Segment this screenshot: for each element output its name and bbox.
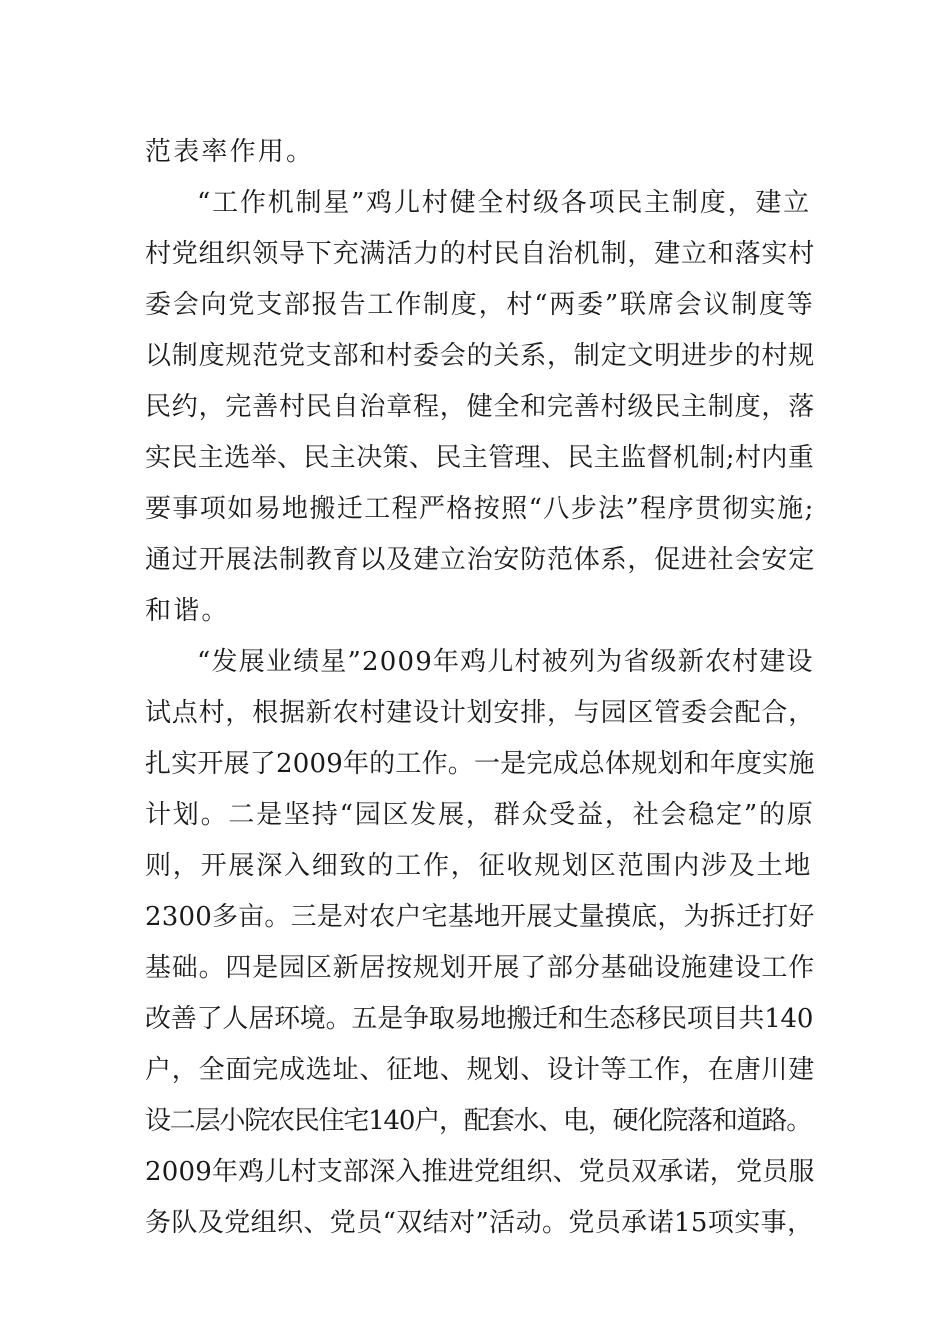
text-line: 则，开展深入细致的工作，征收规划区范围内涉及土地: [145, 851, 813, 881]
text-line: 和谐。: [145, 596, 230, 626]
text-line: 通过开展法制教育以及建立治安防范体系，促进社会安定: [145, 545, 816, 575]
text-line: 试点村，根据新农村建设计划安排，与园区管委会配合，: [145, 698, 816, 728]
text-line: 范表率作用。: [145, 137, 315, 167]
text-line: 户，全面完成选址、征地、规划、设计等工作，在唐川建: [145, 1055, 816, 1085]
text-line: 务队及党组织、党员“双结对”活动。党员承诺15项实事，: [145, 1208, 814, 1238]
text-line: 扎实开展了2009年的工作。一是完成总体规划和年度实施: [145, 749, 815, 779]
text-line: “发展业绩星”2009年鸡儿村被列为省级新农村建设: [197, 647, 814, 677]
text-line: 2300多亩。三是对农户宅基地开展丈量摸底，为拆迁打好: [145, 902, 815, 932]
text-line: 委会向党支部报告工作制度，村“两委”联席会议制度等: [145, 290, 815, 320]
text-line: 以制度规范党支部和村委会的关系，制定文明进步的村规: [145, 341, 816, 371]
text-line: 设二层小院农民住宅140户，配套水、电，硬化院落和道路。: [145, 1106, 812, 1136]
text-line: 计划。二是坚持“园区发展，群众受益，社会稳定”的原: [145, 800, 815, 830]
text-line: “工作机制星”鸡儿村健全村级各项民主制度，建立: [197, 188, 811, 218]
text-line: 基础。四是园区新居按规划开展了部分基础设施建设工作: [145, 953, 816, 983]
text-line: 改善了人居环境。五是争取易地搬迁和生态移民项目共140: [145, 1004, 814, 1034]
text-line: 民约，完善村民自治章程，健全和完善村级民主制度，落: [145, 392, 816, 422]
text-line: 实民主选举、民主决策、民主管理、民主监督机制;村内重: [145, 443, 815, 473]
text-line: 2009年鸡儿村支部深入推进党组织、党员双承诺，党员服: [145, 1157, 815, 1187]
text-line: 要事项如易地搬迁工程严格按照“八步法”程序贯彻实施;: [145, 494, 815, 524]
text-line: 村党组织领导下充满活力的村民自治机制，建立和落实村: [145, 239, 816, 269]
